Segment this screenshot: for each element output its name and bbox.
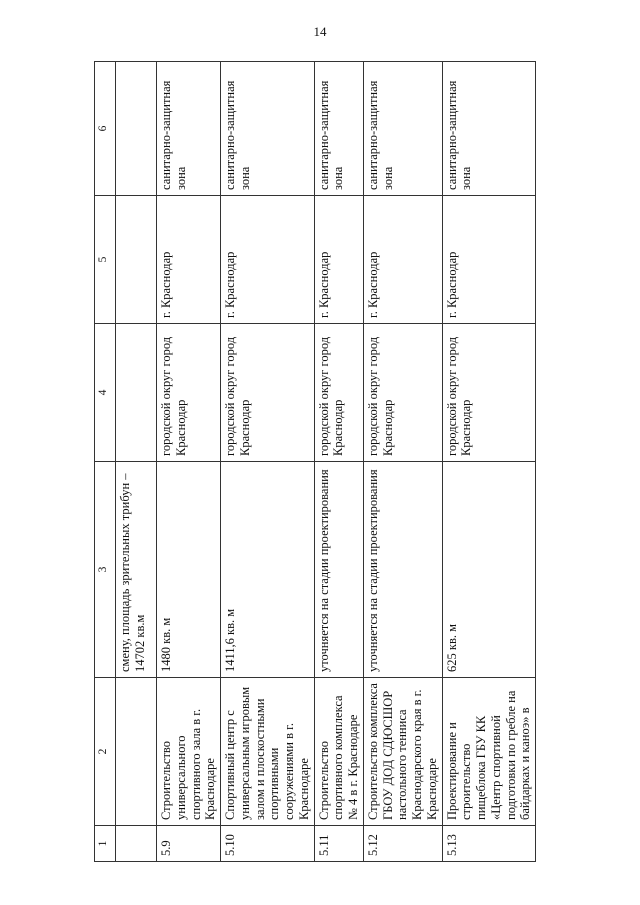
location-cell: г. Краснодар xyxy=(221,196,315,324)
area-cell: 1480 кв. м xyxy=(157,462,221,678)
page-number: 14 xyxy=(313,24,327,39)
district-cell: городской округ город Краснодар xyxy=(157,324,221,462)
area-cell: уточняется на стадии проектирования xyxy=(314,462,363,678)
row-number-cell: 5.9 xyxy=(157,826,221,862)
location-cell: г. Краснодар xyxy=(314,196,363,324)
zone-cell: санитарно-защитная зона xyxy=(314,62,363,196)
district-cell: городской округ город Краснодар xyxy=(442,324,536,462)
row-number-cell: 5.12 xyxy=(363,826,442,862)
table-cell xyxy=(116,324,157,462)
object-name-cell: Строительство комплекса ГБОУ ДОД СДЮСШОР настольного тенниса Краснодарского края в г. Краснодаре xyxy=(363,678,442,826)
header-cell: 6 xyxy=(95,62,116,196)
object-name-cell: Спортивный центр с универсальным игровым залом и плоскостными спортивными сооружениями в г. Краснодаре xyxy=(221,678,315,826)
zone-cell: санитарно-защитная зона xyxy=(442,62,536,196)
location-cell: г. Краснодар xyxy=(442,196,536,324)
header-cell: 3 xyxy=(95,462,116,678)
object-name-cell: Строительство универсального спортивного зала в г. Краснодаре xyxy=(157,678,221,826)
table-row xyxy=(221,62,315,862)
table-continuation-row xyxy=(116,62,157,862)
district-cell: городской округ город Краснодар xyxy=(314,324,363,462)
table-row xyxy=(157,62,221,862)
area-cell: уточняется на стадии проектирования xyxy=(363,462,442,678)
object-name-cell: Строительство спортивного комплекса № 4 в г. Краснодаре xyxy=(314,678,363,826)
district-cell: городской округ город Краснодар xyxy=(363,324,442,462)
objects-table xyxy=(94,61,536,862)
table-cell xyxy=(116,826,157,862)
location-cell: г. Краснодар xyxy=(363,196,442,324)
location-cell: г. Краснодар xyxy=(157,196,221,324)
table-header-row xyxy=(95,62,116,862)
row-number-cell: 5.13 xyxy=(442,826,536,862)
header-cell: 1 xyxy=(95,826,116,862)
header-cell: 2 xyxy=(95,678,116,826)
table-cell xyxy=(116,196,157,324)
zone-cell: санитарно-защитная зона xyxy=(157,62,221,196)
area-cell: 625 кв. м xyxy=(442,462,536,678)
header-cell: 5 xyxy=(95,196,116,324)
area-cell: 1411,6 кв. м xyxy=(221,462,315,678)
zone-cell: санитарно-защитная зона xyxy=(363,62,442,196)
table-cell xyxy=(116,678,157,826)
table-cell: смену, площадь зрительных трибун – 14702 кв.м xyxy=(116,462,157,678)
object-name-cell: Проектирование и строительство пищеблока ГБУ КК «Центр спортивной подготовки по гребле на байдарках и каноэ» в xyxy=(442,678,536,826)
row-number-cell: 5.11 xyxy=(314,826,363,862)
header-cell: 4 xyxy=(95,324,116,462)
table-row xyxy=(363,62,442,862)
table-cell xyxy=(116,62,157,196)
table-row xyxy=(314,62,363,862)
row-number-cell: 5.10 xyxy=(221,826,315,862)
table-row xyxy=(442,62,536,862)
zone-cell: санитарно-защитная зона xyxy=(221,62,315,196)
district-cell: городской округ город Краснодар xyxy=(221,324,315,462)
rotated-table-container xyxy=(94,62,534,862)
